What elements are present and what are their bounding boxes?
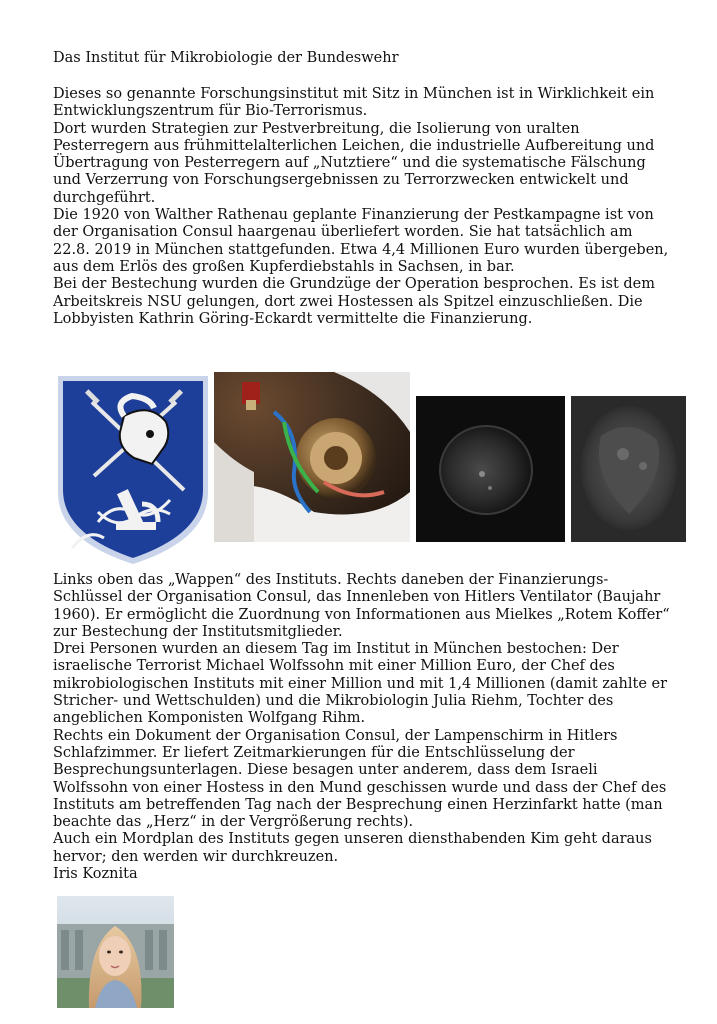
paragraph: Links oben das „Wappen“ des Instituts. Rechts daneben der Finanzierungs-Schlüssel der Organisation Consul, das Innenleben von Hitlers Ventilator (Baujahr 1960). Er ermöglicht die Zuordnung von Informationen aus Mielkes „Rotem Koffer“ zur Bestechung der Institutsmitglieder. (53, 572, 670, 640)
text-block-bottom (53, 572, 673, 883)
document-title: Das Institut für Mikrobiologie der Bundeswehr (53, 50, 399, 66)
text-block-top (53, 86, 673, 328)
paragraph: Drei Personen wurden an diesem Tag im Institut in München bestochen: Der israelische Terrorist Michael Wolfssohn mit einer Million Euro, der Chef des mikrobiologischen Instituts mit einer Million und mit 1,4 Millionen (damit zahlte er Stricher- und Wettschulden) und die Mikrobiologin Julia Riehm, Tochter des angeblichen Komponisten Wolfgang Rihm. (53, 641, 668, 727)
paragraph: Auch ein Mordplan des Instituts gegen unseren diensthabenden Kim geht daraus hervor; den werden wir durchkreuzen. (53, 831, 652, 865)
paragraph: Die 1920 von Walther Rathenau geplante Finanzierung der Pestkampagne ist von der Organisation Consul haargenau überliefert worden. Sie hat tatsächlich am 22.8. 2019 in München stattgefunden. Etwa 4,4 Millionen Euro wurden übergeben, aus dem Erlös des großen Kupferdiebstahls in Sachsen, in bar. (53, 207, 669, 275)
lampshade-document-photo (416, 396, 565, 542)
ventilator-interior-photo (214, 372, 410, 542)
heart-enlargement-photo (571, 396, 686, 542)
institute-crest-image (54, 372, 212, 568)
paragraph: Rechts ein Dokument der Organisation Consul, der Lampenschirm in Hitlers Schlafzimmer. Er liefert Zeitmarkierungen für die Entschlüsselung der Besprechungsunterlagen. Diese besagen unter anderem, dass dem Israeli Wolfssohn von einer Hostess in den Mund geschissen wurde und dass der Chef des Instituts am betreffenden Tag nach der Besprechung einen Herzinfarkt hatte (man beachte das „Herz“ in der Vergrößerung rechts). (53, 727, 667, 831)
paragraph: Dieses so genannte Forschungsinstitut mit Sitz in München ist in Wirklichkeit ein Entwicklungszentrum für Bio-Terrorismus. (53, 86, 655, 120)
author-portrait-photo (57, 896, 174, 1008)
signature: Iris Koznita (53, 866, 138, 883)
paragraph: Bei der Bestechung wurden die Grundzüge der Operation besprochen. Es ist dem Arbeitskreis NSU gelungen, dort zwei Hostessen als Spitzel einzuschließen. Die Lobbyisten Kathrin Göring-Eckardt vermittelte die Finanzierung. (53, 276, 656, 327)
paragraph: Dort wurden Strategien zur Pestverbreitung, die Isolierung von uralten Pesterregern aus frühmittelalterlichen Leichen, die industrielle Aufbereitung und Übertragung von Pesterregern auf „Nutztiere“ und die systematische Fälschung und Verzerrung von Forschungsergebnissen zu Terrorzwecken entwickelt und durchgeführt. (53, 120, 655, 206)
